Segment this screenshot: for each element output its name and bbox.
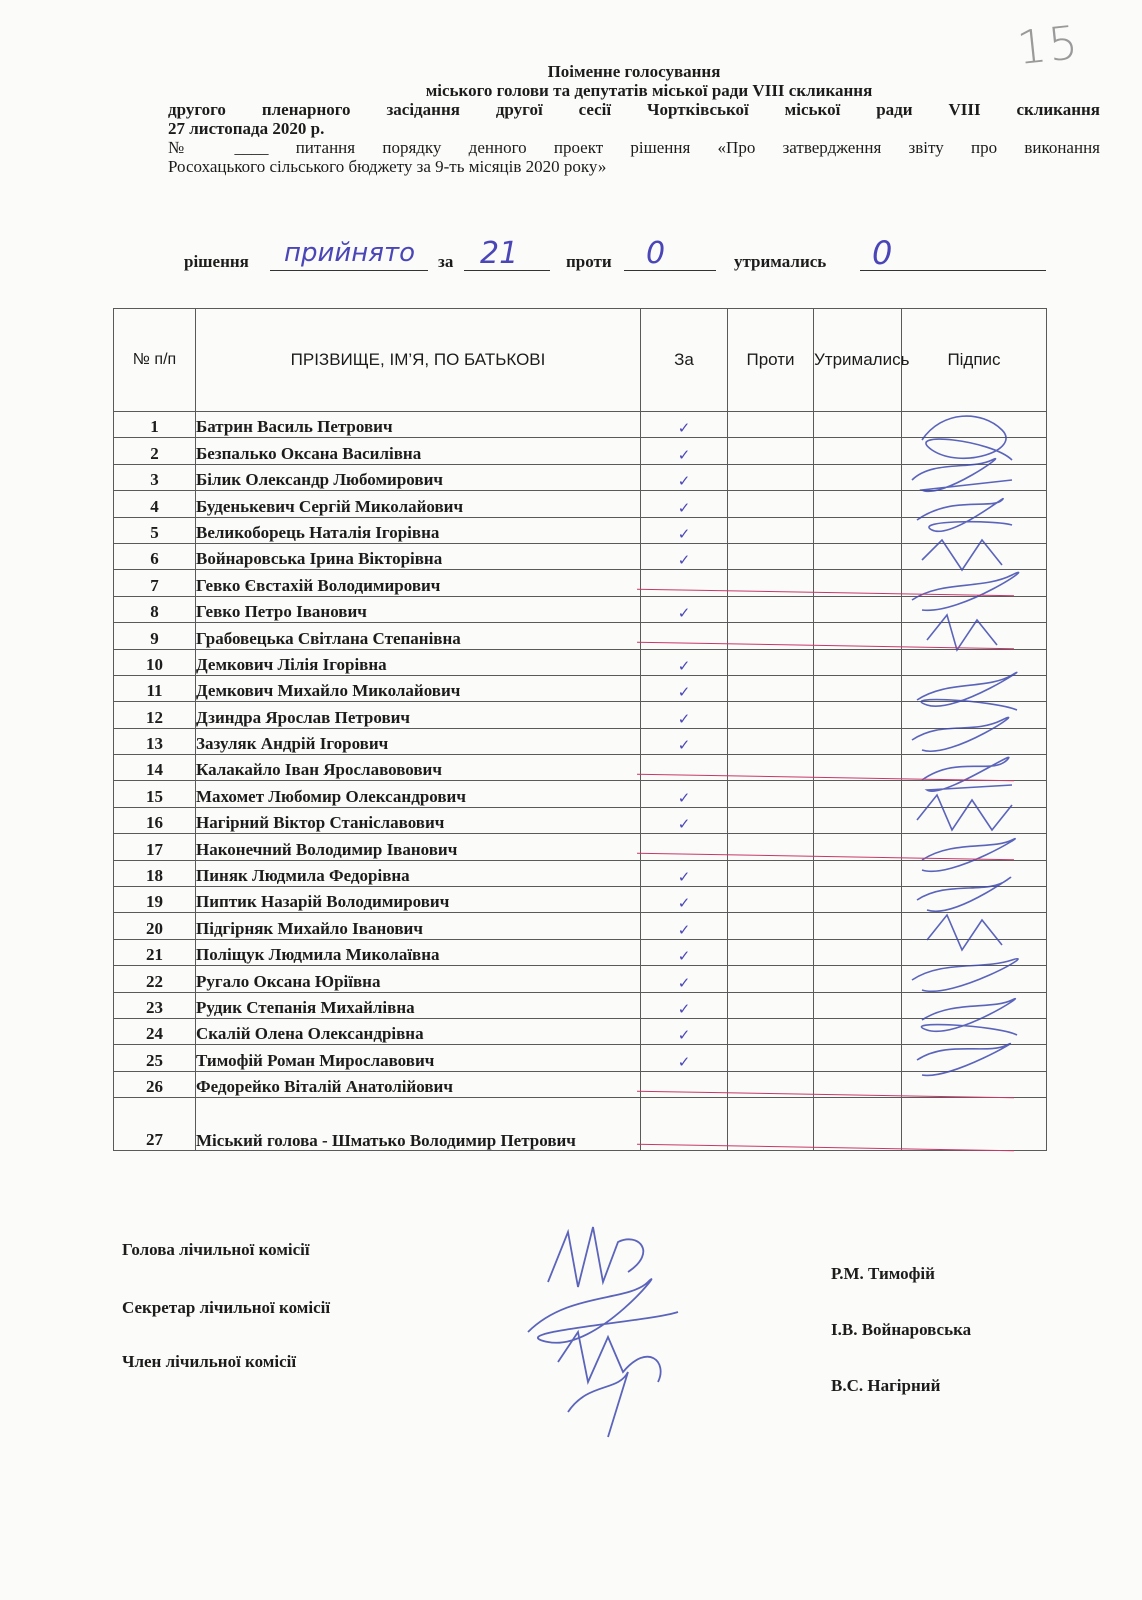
deputy-name: Великоборець Наталія Ігорівна [196,517,641,543]
vote-abstain-cell [814,675,902,701]
vote-for-cell [641,834,728,860]
vote-for-cell: ✓ [641,649,728,675]
vote-against-cell [728,728,814,754]
deputy-name: Рудик Степанія Михайлівна [196,992,641,1018]
row-number: 4 [114,491,196,517]
vote-for-cell: ✓ [641,412,728,438]
vote-for-cell [641,1071,728,1097]
row-number: 20 [114,913,196,939]
vote-abstain-cell [814,781,902,807]
vote-for-cell: ✓ [641,438,728,464]
vote-against-cell [728,860,814,886]
vote-against-cell [728,992,814,1018]
row-number: 12 [114,702,196,728]
name-chair: Р.М. Тимофій [831,1264,935,1283]
header-line-2: міського голови та депутатів міської ради VIII скликання [425,81,873,100]
against-underline [624,270,716,271]
row-number: 9 [114,623,196,649]
vote-against-cell [728,1018,814,1044]
document-title: Поіменне голосування [547,62,721,81]
role-chair: Голова лічильної комісії [122,1240,310,1259]
for-label: за [438,252,454,271]
deputy-name: Дзиндра Ярослав Петрович [196,702,641,728]
vote-against-cell [728,675,814,701]
vote-for-cell: ✓ [641,939,728,965]
vote-for-cell: ✓ [641,860,728,886]
row-number: 2 [114,438,196,464]
vote-abstain-cell [814,543,902,569]
decision-value: прийнято [284,238,415,268]
vote-abstain-cell [814,517,902,543]
deputy-name: Ругало Оксана Юріївна [196,966,641,992]
row-number: 18 [114,860,196,886]
vote-for-cell [641,570,728,596]
col-header-abstain: Утримались [814,309,902,412]
agenda-line-2: Росохацького сільського бюджету за 9-ть місяців 2020 року» [168,157,607,176]
agenda-line-1: № ____ питання порядку денного проект рішення «Про затвердження звіту про виконання [168,138,1100,157]
vote-abstain-cell [814,728,902,754]
deputy-name: Поліщук Людмила Миколаївна [196,939,641,965]
vote-for-cell: ✓ [641,543,728,569]
deputy-name: Пиптик Назарій Володимирович [196,887,641,913]
col-header-for: За [641,309,728,412]
col-header-signature: Підпис [902,309,1047,412]
vote-against-cell [728,702,814,728]
vote-against-cell [728,887,814,913]
agenda [168,138,1100,176]
row-number: 22 [114,966,196,992]
col-header-against: Проти [728,309,814,412]
deputy-name: Демкович Лілія Ігорівна [196,649,641,675]
row-number: 7 [114,570,196,596]
row-number: 21 [114,939,196,965]
vote-abstain-cell [814,860,902,886]
signatures-scribble [902,400,1032,1120]
vote-abstain-cell [814,887,902,913]
page-number: 15 [1014,14,1083,76]
vote-for-cell: ✓ [641,913,728,939]
vote-against-cell [728,464,814,490]
name-secretary: І.В. Войнаровська [831,1320,972,1339]
deputy-name: Махомет Любомир Олександрович [196,781,641,807]
vote-for-cell: ✓ [641,491,728,517]
vote-abstain-cell [814,913,902,939]
row-number: 13 [114,728,196,754]
vote-abstain-cell [814,596,902,622]
vote-abstain-cell [814,939,902,965]
vote-for-cell: ✓ [641,728,728,754]
table-header-row [114,309,1047,412]
vote-against-cell [728,412,814,438]
deputy-name: Підгірняк Михайло Іванович [196,913,641,939]
vote-abstain-cell [814,649,902,675]
row-number: 8 [114,596,196,622]
vote-against-cell [728,491,814,517]
row-number: 14 [114,755,196,781]
vote-abstain-cell [814,412,902,438]
row-number: 23 [114,992,196,1018]
header-line-3: другого пленарного засідання другої сесії Чортківської міської ради VIII скликання [168,100,1100,119]
vote-abstain-cell [814,491,902,517]
vote-for-cell: ✓ [641,781,728,807]
deputy-name: Міський голова - Шматько Володимир Петрович [196,1098,641,1151]
vote-for-cell: ✓ [641,1045,728,1071]
col-header-name: ПРІЗВИЩЕ, ІМ’Я, ПО БАТЬКОВІ [196,309,641,412]
deputy-name: Калакайло Іван Ярославовович [196,755,641,781]
vote-for-cell: ✓ [641,675,728,701]
vote-for-cell [641,755,728,781]
deputy-name: Гевко Євстахій Володимирович [196,570,641,596]
vote-abstain-cell [814,992,902,1018]
vote-abstain-cell [814,1045,902,1071]
row-number: 24 [114,1018,196,1044]
deputy-name: Грабовецька Світлана Степанівна [196,623,641,649]
vote-abstain-cell [814,966,902,992]
deputy-name: Нагірний Віктор Станіславович [196,807,641,833]
role-member: Член лічильної комісії [122,1352,297,1371]
signature-column [902,400,1032,1120]
row-number: 15 [114,781,196,807]
vote-against-cell [728,781,814,807]
deputy-name: Тимофій Роман Мирославович [196,1045,641,1071]
vote-for-cell: ✓ [641,807,728,833]
row-number: 1 [114,412,196,438]
deputy-name: Скалій Олена Олександрівна [196,1018,641,1044]
abstain-label: утримались [734,252,827,271]
header-date: 27 листопада 2020 р. [168,119,325,138]
vote-against-cell [728,596,814,622]
vote-abstain-cell [814,1098,902,1151]
deputy-name: Наконечний Володимир Іванович [196,834,641,860]
vote-against-cell [728,517,814,543]
against-value: 0 [646,236,666,271]
vote-against-cell [728,649,814,675]
deputy-name: Гевко Петро Іванович [196,596,641,622]
vote-for-cell: ✓ [641,966,728,992]
vote-for-cell: ✓ [641,992,728,1018]
commission-signatures [508,1212,708,1442]
vote-abstain-cell [814,438,902,464]
against-label: проти [566,252,612,271]
row-number: 5 [114,517,196,543]
deputy-name: Зазуляк Андрій Ігорович [196,728,641,754]
vote-against-cell [728,1045,814,1071]
vote-abstain-cell [814,464,902,490]
abstain-value: 0 [872,234,893,272]
vote-for-cell [641,1098,728,1151]
deputy-name: Білик Олександр Любомирович [196,464,641,490]
deputy-name: Федорейко Віталій Анатолійович [196,1071,641,1097]
vote-against-cell [728,913,814,939]
vote-for-cell: ✓ [641,887,728,913]
deputy-name: Буденькевич Сергій Миколайович [196,491,641,517]
row-number: 26 [114,1071,196,1097]
decision-underline [270,270,428,271]
row-number: 27 [114,1098,196,1151]
row-number: 19 [114,887,196,913]
vote-against-cell [728,543,814,569]
row-number: 16 [114,807,196,833]
vote-for-cell: ✓ [641,596,728,622]
deputy-name: Безпалько Оксана Василівна [196,438,641,464]
deputy-name: Войнаровська Ірина Вікторівна [196,543,641,569]
row-number: 17 [114,834,196,860]
vote-against-cell [728,438,814,464]
vote-for-cell [641,623,728,649]
vote-against-cell [728,807,814,833]
vote-for-cell: ✓ [641,517,728,543]
vote-against-cell [728,1098,814,1151]
vote-abstain-cell [814,807,902,833]
deputy-name: Пиняк Людмила Федорівна [196,860,641,886]
name-member: В.С. Нагірний [831,1376,941,1395]
deputy-name: Батрин Василь Петрович [196,412,641,438]
vote-for-cell: ✓ [641,702,728,728]
col-header-num: № п/п [114,309,196,412]
row-number: 3 [114,464,196,490]
for-value: 21 [480,236,519,271]
decision-row [184,234,1074,280]
vote-for-cell: ✓ [641,1018,728,1044]
deputy-name: Демкович Михайло Миколайович [196,675,641,701]
document-header [168,62,1100,176]
row-number: 10 [114,649,196,675]
vote-against-cell [728,939,814,965]
role-secretary: Секретар лічильної комісії [122,1298,331,1317]
vote-against-cell [728,966,814,992]
vote-abstain-cell [814,1018,902,1044]
counting-commission [118,1232,1018,1472]
vote-abstain-cell [814,702,902,728]
row-number: 11 [114,675,196,701]
decision-label: рішення [184,252,249,271]
vote-for-cell: ✓ [641,464,728,490]
row-number: 25 [114,1045,196,1071]
row-number: 6 [114,543,196,569]
